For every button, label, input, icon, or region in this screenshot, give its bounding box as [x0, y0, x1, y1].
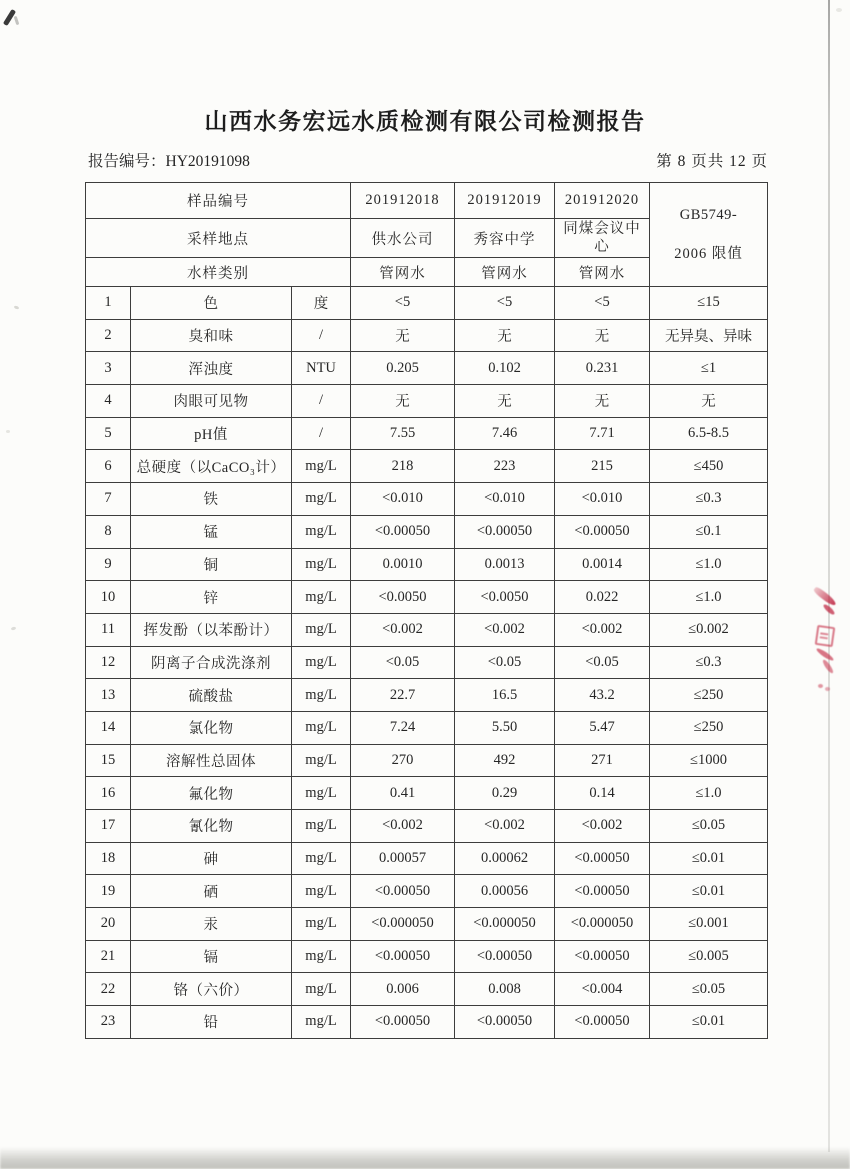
param-unit: mg/L	[292, 483, 351, 516]
value-sample-1: <0.00050	[351, 515, 455, 548]
param-unit: /	[292, 319, 351, 352]
scan-speck	[14, 305, 20, 310]
value-sample-3: 无	[555, 319, 650, 352]
value-sample-2: 0.29	[455, 777, 555, 810]
value-sample-1: 218	[351, 450, 455, 483]
stamp-glyph	[815, 625, 836, 647]
stamp-stroke	[815, 647, 834, 662]
param-name: 肉眼可见物	[131, 385, 292, 418]
param-unit: mg/L	[292, 581, 351, 614]
row-number: 23	[86, 1006, 131, 1039]
value-sample-1: 0.41	[351, 777, 455, 810]
table-row	[86, 646, 768, 679]
value-sample-3: <0.000050	[555, 908, 650, 941]
stamp-stroke	[813, 586, 838, 608]
limit-value: ≤0.001	[650, 908, 768, 941]
table-row	[86, 548, 768, 581]
row-number: 13	[86, 679, 131, 712]
table-row	[86, 515, 768, 548]
sample-type-1: 管网水	[351, 258, 455, 287]
table-row	[86, 908, 768, 941]
results-table-body	[86, 287, 768, 1039]
value-sample-2: <0.00050	[455, 1006, 555, 1039]
param-unit: mg/L	[292, 515, 351, 548]
location-3: 同煤会议中心	[555, 219, 650, 258]
value-sample-3: <0.002	[555, 810, 650, 843]
param-unit: mg/L	[292, 744, 351, 777]
value-sample-2: <5	[455, 287, 555, 320]
value-sample-1: <0.00050	[351, 1006, 455, 1039]
param-name: 氰化物	[131, 810, 292, 843]
limit-value: ≤0.005	[650, 940, 768, 973]
table-row	[86, 581, 768, 614]
table-row	[86, 744, 768, 777]
value-sample-1: <0.000050	[351, 908, 455, 941]
table-row	[86, 1006, 768, 1039]
row-number: 18	[86, 842, 131, 875]
report-meta-row	[88, 149, 768, 171]
table-row	[86, 711, 768, 744]
table-row	[86, 352, 768, 385]
param-unit: mg/L	[292, 613, 351, 646]
param-name: 硒	[131, 875, 292, 908]
row-number: 17	[86, 810, 131, 843]
param-name: 镉	[131, 940, 292, 973]
limit-value: 无异臭、异味	[650, 319, 768, 352]
table-row	[86, 385, 768, 418]
sample-type-3: 管网水	[555, 258, 650, 287]
table-row	[86, 777, 768, 810]
table-row	[86, 940, 768, 973]
limit-value: ≤1.0	[650, 548, 768, 581]
value-sample-1: 7.55	[351, 417, 455, 450]
param-unit: mg/L	[292, 646, 351, 679]
value-sample-1: <0.05	[351, 646, 455, 679]
param-unit: mg/L	[292, 973, 351, 1006]
row-number: 8	[86, 515, 131, 548]
limit-standard-line2: 2006 限值	[674, 245, 743, 262]
value-sample-1: 无	[351, 385, 455, 418]
param-name: 铁	[131, 483, 292, 516]
param-name: 铬（六价）	[131, 973, 292, 1006]
param-name: 总硬度（以CaCO₃计）	[131, 450, 292, 483]
table-row	[86, 287, 768, 320]
param-name: 浑浊度	[131, 352, 292, 385]
row-number: 11	[86, 613, 131, 646]
limit-value: ≤1000	[650, 744, 768, 777]
table-row	[86, 810, 768, 843]
param-unit: mg/L	[292, 711, 351, 744]
value-sample-2: 223	[455, 450, 555, 483]
row-number: 20	[86, 908, 131, 941]
value-sample-3: <0.00050	[555, 515, 650, 548]
param-name: 色	[131, 287, 292, 320]
limit-value: ≤1.0	[650, 581, 768, 614]
param-unit: mg/L	[292, 940, 351, 973]
value-sample-3: <0.004	[555, 973, 650, 1006]
value-sample-3: 7.71	[555, 417, 650, 450]
row-number: 21	[86, 940, 131, 973]
results-table	[85, 182, 768, 1039]
param-name: 汞	[131, 908, 292, 941]
value-sample-3: 215	[555, 450, 650, 483]
value-sample-1: 0.006	[351, 973, 455, 1006]
value-sample-3: 无	[555, 385, 650, 418]
param-unit: mg/L	[292, 679, 351, 712]
value-sample-3: 271	[555, 744, 650, 777]
limit-value: ≤0.05	[650, 973, 768, 1006]
row-number: 4	[86, 385, 131, 418]
value-sample-3: <5	[555, 287, 650, 320]
table-row	[86, 875, 768, 908]
value-sample-2: <0.000050	[455, 908, 555, 941]
value-sample-1: <5	[351, 287, 455, 320]
param-unit: mg/L	[292, 1006, 351, 1039]
value-sample-1: 无	[351, 319, 455, 352]
row-number: 5	[86, 417, 131, 450]
param-name: 溶解性总固体	[131, 744, 292, 777]
type-label: 水样类别	[86, 258, 351, 287]
scan-speck	[11, 626, 17, 630]
value-sample-2: 0.00056	[455, 875, 555, 908]
row-number: 3	[86, 352, 131, 385]
value-sample-3: <0.00050	[555, 842, 650, 875]
table-row	[86, 319, 768, 352]
page-indicator: 第 8 页共 12 页	[656, 153, 768, 170]
table-row	[86, 679, 768, 712]
limit-value: ≤250	[650, 711, 768, 744]
row-number: 1	[86, 287, 131, 320]
value-sample-3: 0.231	[555, 352, 650, 385]
param-unit: mg/L	[292, 810, 351, 843]
value-sample-2: 0.008	[455, 973, 555, 1006]
param-name: 氟化物	[131, 777, 292, 810]
row-number: 9	[86, 548, 131, 581]
value-sample-1: 0.0010	[351, 548, 455, 581]
param-unit: mg/L	[292, 875, 351, 908]
row-number: 22	[86, 973, 131, 1006]
table-row	[86, 973, 768, 1006]
limit-value: 6.5-8.5	[650, 417, 768, 450]
param-name: 挥发酚（以苯酚计）	[131, 613, 292, 646]
value-sample-2: 16.5	[455, 679, 555, 712]
limit-value: ≤0.05	[650, 810, 768, 843]
row-number: 6	[86, 450, 131, 483]
stamp-dots	[818, 684, 823, 688]
value-sample-2: <0.00050	[455, 515, 555, 548]
value-sample-3: <0.010	[555, 483, 650, 516]
sample-id-2: 201912019	[455, 183, 555, 219]
param-name: 锰	[131, 515, 292, 548]
param-unit: mg/L	[292, 777, 351, 810]
param-name: 硫酸盐	[131, 679, 292, 712]
value-sample-1: 0.00057	[351, 842, 455, 875]
value-sample-1: <0.002	[351, 810, 455, 843]
limit-value: ≤1	[650, 352, 768, 385]
param-name: pH值	[131, 417, 292, 450]
header-row-sample-no	[86, 183, 768, 219]
param-name: 铅	[131, 1006, 292, 1039]
location-1: 供水公司	[351, 219, 455, 258]
limit-value: ≤0.01	[650, 875, 768, 908]
limit-standard-line1: GB5749-	[679, 206, 738, 223]
param-unit: 度	[292, 287, 351, 320]
sample-id-1: 201912018	[351, 183, 455, 219]
sample-type-2: 管网水	[455, 258, 555, 287]
value-sample-1: 22.7	[351, 679, 455, 712]
value-sample-2: 492	[455, 744, 555, 777]
limit-value: ≤450	[650, 450, 768, 483]
param-unit: mg/L	[292, 450, 351, 483]
limit-value: ≤250	[650, 679, 768, 712]
limit-value: ≤0.3	[650, 483, 768, 516]
scan-speck	[6, 430, 10, 433]
limit-value: 无	[650, 385, 768, 418]
table-row	[86, 417, 768, 450]
param-unit: /	[292, 417, 351, 450]
value-sample-3: 0.14	[555, 777, 650, 810]
table-row	[86, 613, 768, 646]
limit-value: ≤0.1	[650, 515, 768, 548]
limit-value: ≤0.01	[650, 842, 768, 875]
row-number: 12	[86, 646, 131, 679]
location-2: 秀容中学	[455, 219, 555, 258]
value-sample-2: 0.0013	[455, 548, 555, 581]
value-sample-3: <0.00050	[555, 875, 650, 908]
limit-value: ≤0.3	[650, 646, 768, 679]
value-sample-2: <0.0050	[455, 581, 555, 614]
value-sample-1: 0.205	[351, 352, 455, 385]
param-name: 臭和味	[131, 319, 292, 352]
limit-value: ≤1.0	[650, 777, 768, 810]
row-number: 7	[86, 483, 131, 516]
param-unit: mg/L	[292, 908, 351, 941]
sample-id-3: 201912020	[555, 183, 650, 219]
row-number: 15	[86, 744, 131, 777]
value-sample-2: 5.50	[455, 711, 555, 744]
value-sample-1: <0.010	[351, 483, 455, 516]
value-sample-2: 0.102	[455, 352, 555, 385]
value-sample-3: 0.022	[555, 581, 650, 614]
row-number: 14	[86, 711, 131, 744]
value-sample-3: 43.2	[555, 679, 650, 712]
value-sample-2: <0.00050	[455, 940, 555, 973]
value-sample-1: 270	[351, 744, 455, 777]
location-label: 采样地点	[86, 219, 351, 258]
page-title: 山西水务宏远水质检测有限公司检测报告	[204, 108, 646, 134]
limit-value: ≤0.01	[650, 1006, 768, 1039]
row-number: 19	[86, 875, 131, 908]
value-sample-3: <0.002	[555, 613, 650, 646]
value-sample-3: 5.47	[555, 711, 650, 744]
report-number: 报告编号：HY20191098	[88, 153, 250, 170]
value-sample-1: <0.00050	[351, 875, 455, 908]
param-name: 锌	[131, 581, 292, 614]
value-sample-2: <0.05	[455, 646, 555, 679]
value-sample-3: 0.0014	[555, 548, 650, 581]
row-number: 10	[86, 581, 131, 614]
value-sample-3: <0.05	[555, 646, 650, 679]
value-sample-2: <0.010	[455, 483, 555, 516]
value-sample-2: 无	[455, 319, 555, 352]
sample-no-label: 样品编号	[86, 183, 351, 219]
limit-value: ≤0.002	[650, 613, 768, 646]
param-name: 铜	[131, 548, 292, 581]
param-unit: mg/L	[292, 548, 351, 581]
param-name: 砷	[131, 842, 292, 875]
scan-ink-mark	[14, 16, 20, 25]
value-sample-2: <0.002	[455, 810, 555, 843]
value-sample-1: <0.002	[351, 613, 455, 646]
value-sample-1: 7.24	[351, 711, 455, 744]
value-sample-2: <0.002	[455, 613, 555, 646]
param-unit: mg/L	[292, 842, 351, 875]
scan-bottom-shadow	[0, 1147, 850, 1169]
limit-value: ≤15	[650, 287, 768, 320]
row-number: 2	[86, 319, 131, 352]
table-row	[86, 450, 768, 483]
table-row	[86, 483, 768, 516]
table-row	[86, 842, 768, 875]
value-sample-3: <0.00050	[555, 1006, 650, 1039]
param-unit: NTU	[292, 352, 351, 385]
value-sample-2: 无	[455, 385, 555, 418]
param-name: 氯化物	[131, 711, 292, 744]
value-sample-2: 0.00062	[455, 842, 555, 875]
value-sample-2: 7.46	[455, 417, 555, 450]
value-sample-1: <0.0050	[351, 581, 455, 614]
limit-standard-header	[650, 183, 768, 287]
scan-page-edge-line	[828, 0, 830, 1152]
row-number: 16	[86, 777, 131, 810]
param-name: 阴离子合成洗涤剂	[131, 646, 292, 679]
param-unit: /	[292, 385, 351, 418]
scan-speck	[836, 8, 842, 12]
value-sample-1: <0.00050	[351, 940, 455, 973]
value-sample-3: <0.00050	[555, 940, 650, 973]
